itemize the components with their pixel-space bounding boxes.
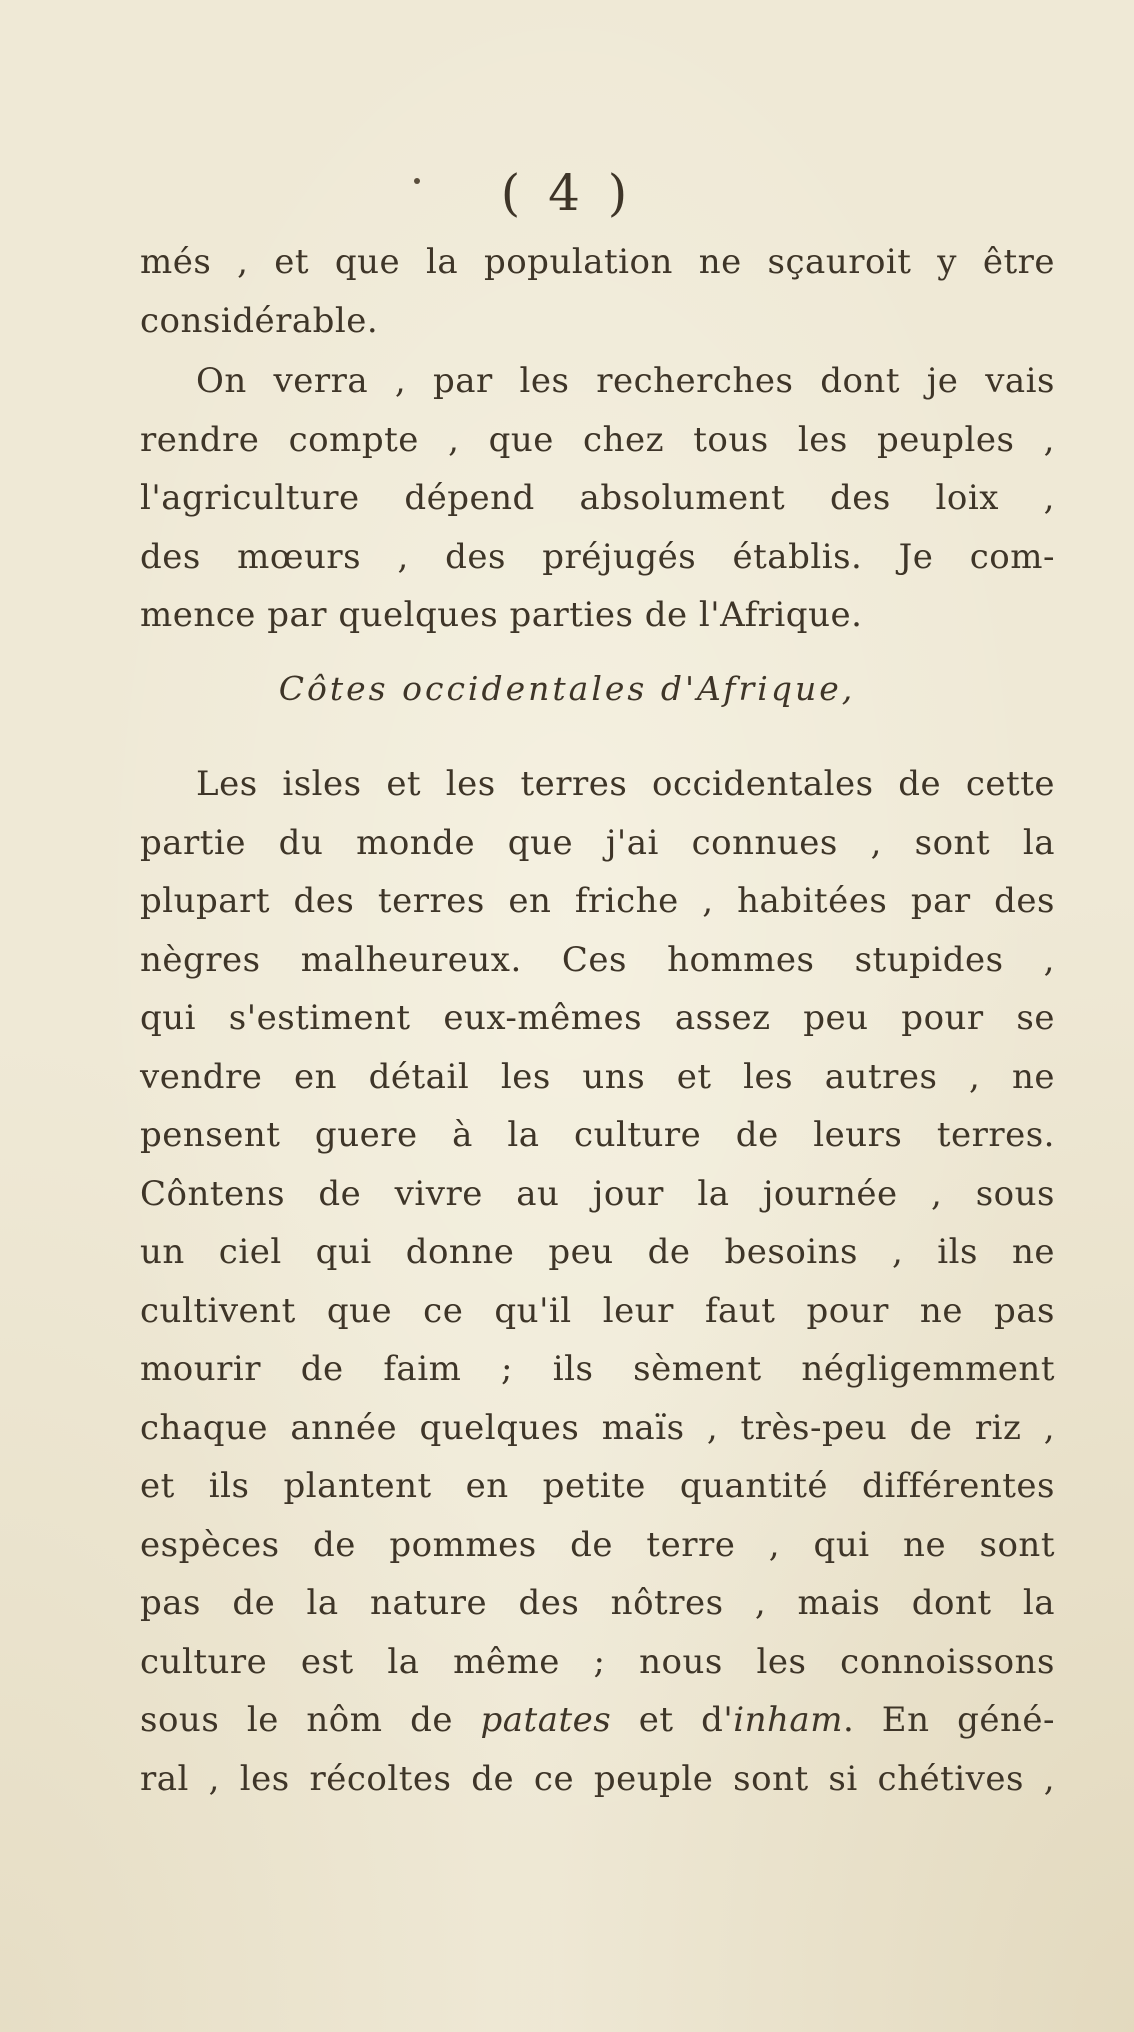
text-line: ral , les récoltes de ce peuple sont si chétives , (140, 1758, 1055, 1799)
text-line: qui s'estiment eux-mêmes assez peu pour se (140, 998, 1055, 1038)
section-heading: Côtes occidentales d'Afrique, (278, 669, 856, 708)
text-line: Les isles et les terres occidentales de cette (196, 764, 1055, 804)
italic-word-patates: patates (480, 1700, 612, 1740)
text-line-with-names (140, 1691, 1055, 1750)
text-line: més , et que la population ne sçauroit y être (140, 242, 1055, 282)
text-line: des mœurs , des préjugés établis. Je com- (140, 536, 1055, 577)
text-line: chaque année quelques maïs , très-peu de riz , (140, 1407, 1055, 1448)
text-line: pas de la nature des nôtres , mais dont la (140, 1583, 1055, 1623)
italic-word-inham: inham (733, 1700, 843, 1740)
text-line: mourir de faim ; ils sèment négligemment (140, 1349, 1055, 1389)
text-line: plupart des terres en friche , habitées par des (140, 881, 1055, 921)
paragraph-continued (140, 233, 1055, 350)
text-line: considérable. (140, 300, 379, 341)
text-fragment: et d' (611, 1700, 734, 1740)
text-line: cultivent que ce qu'il leur faut pour ne pas (140, 1290, 1055, 1331)
text-line: un ciel qui donne peu de besoins , ils ne (140, 1232, 1055, 1272)
text-line: nègres malheureux. Ces hommes stupides , (140, 939, 1055, 980)
paragraph-intro (140, 352, 1055, 645)
paragraph-body (140, 755, 1055, 1808)
text-fragment: sous le nôm de (140, 1700, 481, 1740)
text-line: vendre en détail les uns et les autres , ne (140, 1056, 1055, 1097)
text-line: mence par quelques parties de l'Afrique. (140, 595, 863, 635)
text-line: culture est la même ; nous les connoissons (140, 1641, 1055, 1682)
page-number: ( 4 ) (500, 164, 634, 222)
text-line: Côntens de vivre au jour la journée , sous (140, 1173, 1055, 1214)
text-line: On verra , par les recherches dont je vais (196, 361, 1055, 401)
text-line: et ils plantent en petite quantité différentes (140, 1466, 1055, 1506)
text-line: partie du monde que j'ai connues , sont la (140, 822, 1055, 863)
text-line: pensent guere à la culture de leurs terres. (140, 1115, 1055, 1155)
text-line: espèces de pommes de terre , qui ne sont (140, 1524, 1055, 1565)
text-line: l'agriculture dépend absolument des loix , (140, 478, 1055, 518)
text-line: rendre compte , que chez tous les peuples , (140, 419, 1055, 460)
text-fragment: . En géné- (842, 1700, 1055, 1740)
